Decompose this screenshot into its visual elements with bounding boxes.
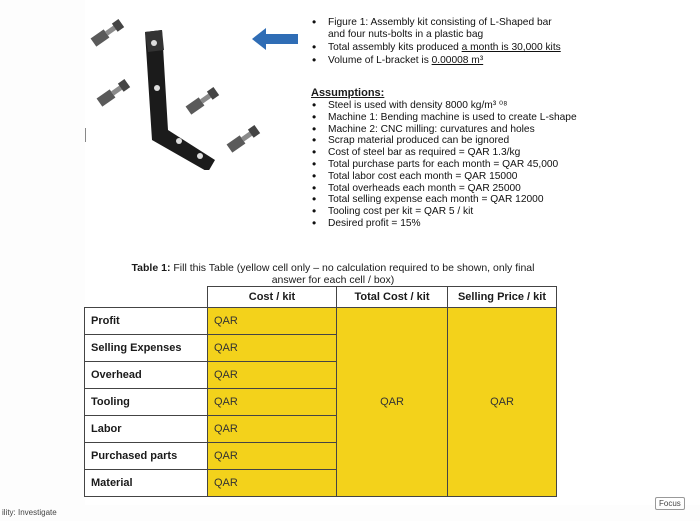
- row-label-selling-expenses: Selling Expenses: [85, 335, 208, 362]
- bolt-icon: [186, 87, 220, 115]
- bullet-dot: •: [312, 133, 317, 148]
- assumption-text: Scrap material produced can be ignored: [328, 135, 510, 147]
- cost-cell-labor[interactable]: QAR: [208, 416, 337, 443]
- caption-label: Table 1:: [131, 262, 171, 274]
- status-text: ility: Investigate: [2, 508, 57, 517]
- bullet-dot: •: [312, 53, 317, 67]
- bullet-dot: •: [312, 109, 317, 124]
- cost-cell-profit[interactable]: QAR: [208, 308, 337, 335]
- assumption-text: Machine 2: CNC milling: curvatures and holes: [328, 123, 535, 135]
- header-total-cost: Total Cost / kit: [337, 287, 448, 308]
- edge-marker: [85, 128, 86, 142]
- table-row: [85, 308, 557, 335]
- figure-caption-text: and four nuts-bolts in a plastic bag: [328, 29, 484, 40]
- bolt-icon: [97, 79, 131, 107]
- cost-cell-purchased-parts[interactable]: QAR: [208, 443, 337, 470]
- left-arrow-icon: [252, 28, 298, 50]
- bullet-dot: •: [312, 168, 317, 183]
- row-label-labor: Labor: [85, 416, 208, 443]
- cost-cell-material[interactable]: QAR: [208, 470, 337, 497]
- bullet-dot: •: [312, 15, 317, 29]
- assumption-text: Total overheads each month = QAR 25000: [328, 182, 521, 194]
- table-header-row: [85, 287, 557, 308]
- volume-label: Volume of L-bracket is: [328, 55, 432, 66]
- assumption-text: Total labor cost each month = QAR 15000: [328, 170, 518, 182]
- kits-produced-value: a month is 30,000 kits: [461, 42, 561, 53]
- kits-produced-label: Total assembly kits produced: [328, 42, 462, 53]
- cost-table: [84, 286, 557, 497]
- assumption-text: Desired profit = 15%: [328, 218, 421, 229]
- header-blank: [85, 287, 208, 308]
- assumption-text: Total selling expense each month = QAR 12000: [328, 194, 544, 206]
- assumption-text: Tooling cost per kit = QAR 5 / kit: [328, 206, 474, 218]
- caption-line1: Fill this Table (yellow cell only – no calculation required to be shown, only final: [170, 262, 535, 274]
- cost-cell-overhead[interactable]: QAR: [208, 362, 337, 389]
- bullet-dot: •: [312, 157, 317, 171]
- header-selling-price: Selling Price / kit: [448, 287, 557, 308]
- row-label-purchased-parts: Purchased parts: [85, 443, 208, 470]
- row-label-tooling: Tooling: [85, 389, 208, 416]
- bullet-dot: •: [312, 98, 317, 112]
- bullet-dot: •: [312, 204, 317, 219]
- assumption-text: Steel is used with density 8000 kg/m³ ⁰⁸: [328, 100, 508, 111]
- focus-label: Focus: [659, 499, 681, 508]
- bullet-dot: •: [312, 145, 317, 160]
- bullet-dot: •: [312, 192, 317, 207]
- bullet-dot: •: [312, 216, 317, 230]
- caption-line2: answer for each cell / box): [271, 274, 395, 286]
- table-caption: [98, 262, 568, 286]
- selling-price-cell[interactable]: QAR: [448, 308, 557, 497]
- assumptions-title: Assumptions:: [311, 87, 385, 99]
- figure-caption-text: Figure 1: Assembly kit consisting of L-Shaped bar: [328, 17, 552, 28]
- kits-produced-text: [328, 42, 561, 54]
- cost-cell-tooling[interactable]: QAR: [208, 389, 337, 416]
- volume-text: [328, 55, 483, 67]
- bolt-icon: [227, 125, 261, 153]
- row-label-profit: Profit: [85, 308, 208, 335]
- bullet-dot: •: [312, 121, 317, 136]
- focus-button[interactable]: [655, 497, 685, 510]
- bullet-dot: •: [312, 180, 317, 195]
- assumption-text: Total purchase parts for each month = QAR 45,000: [328, 159, 559, 170]
- assumption-text: Cost of steel bar as required = QAR 1.3/kg: [328, 147, 521, 159]
- header-cost-per-kit: Cost / kit: [208, 287, 337, 308]
- cost-cell-selling-expenses[interactable]: QAR: [208, 335, 337, 362]
- bullet-dot: •: [312, 40, 317, 54]
- assumption-text: Machine 1: Bending machine is used to create L-shape: [328, 111, 577, 123]
- row-label-material: Material: [85, 470, 208, 497]
- bolt-icon: [91, 19, 125, 47]
- volume-value: 0.00008 m³: [431, 55, 484, 66]
- row-label-overhead: Overhead: [85, 362, 208, 389]
- total-cost-cell[interactable]: QAR: [337, 308, 448, 497]
